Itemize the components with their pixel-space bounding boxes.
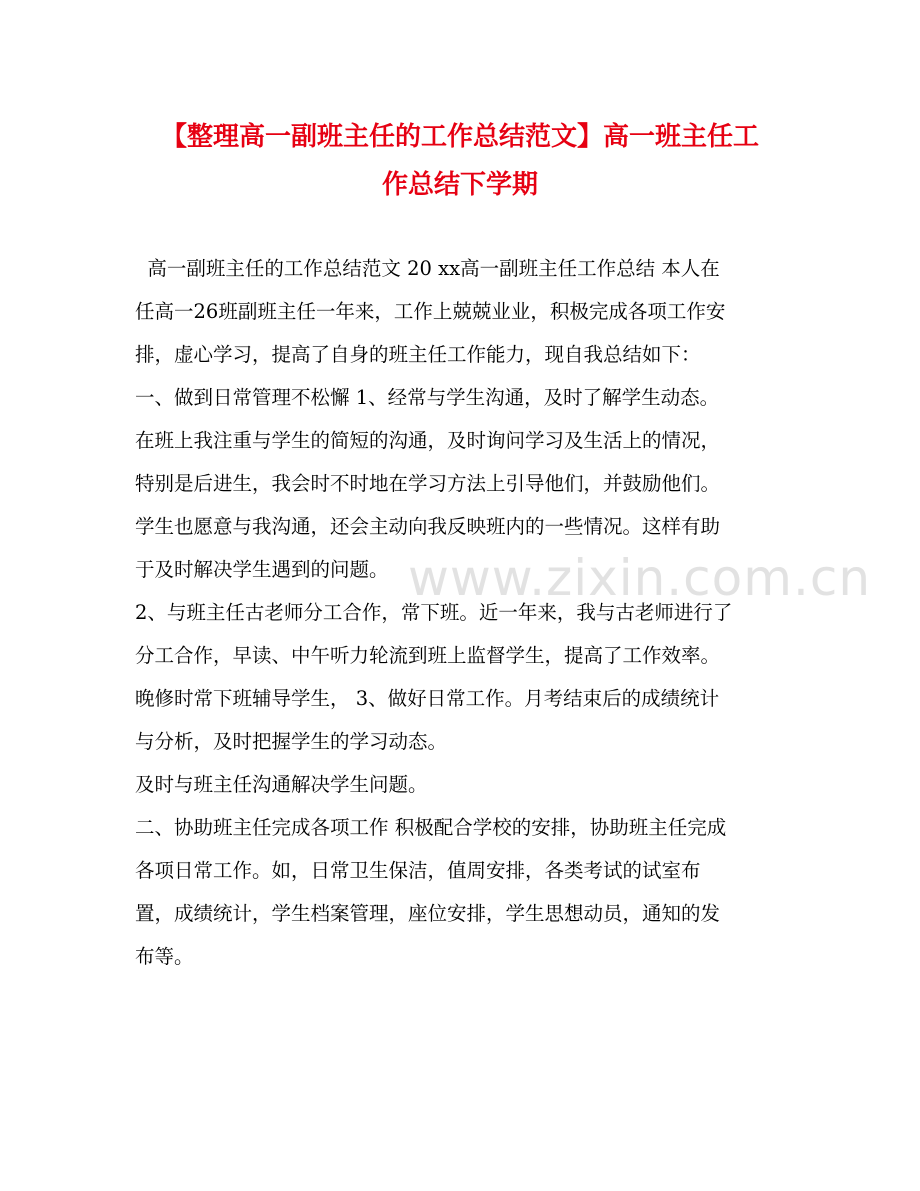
body-line-7: 学生也愿意与我沟通，还会主动向我反映班内的一些情况。这样有助 <box>135 515 721 538</box>
body-line-3: 排，虚心学习，提高了自身的班主任工作能力，现自我总结如下： <box>135 343 701 366</box>
body-line-11: 晚修时常下班辅导学生， 3、做好日常工作。月考结束后的成绩统计 <box>135 687 720 710</box>
body-line-16: 置，成绩统计，学生档案管理，座位安排，学生思想动员，通知的发 <box>135 902 721 925</box>
body-line-2: 任高一26班副班主任一年来，工作上兢兢业业，积极完成各项工作安 <box>135 300 726 323</box>
body-line-15: 各项日常工作。如，日常卫生保洁，值周安排，各类考试的试室布 <box>135 859 701 882</box>
body-line-10: 分工合作，早读、中午听力轮流到班上监督学生，提高了工作效率。 <box>135 644 721 667</box>
watermark-text: www.zixin.com.cn <box>408 549 872 607</box>
body-line-8: 于及时解决学生遇到的问题。 <box>135 558 389 581</box>
body-line-17: 布等。 <box>135 945 194 968</box>
body-line-13: 及时与班主任沟通解决学生问题。 <box>135 773 428 796</box>
body-line-14: 二、协助班主任完成各项工作 积极配合学校的安排，协助班主任完成 <box>135 816 727 839</box>
document-title-line-1: 【整理高一副班主任的工作总结范文】高一班主任工 <box>160 122 759 152</box>
body-line-5: 在班上我注重与学生的简短的沟通，及时询问学习及生活上的情况， <box>135 429 721 452</box>
body-line-12: 与分析，及时把握学生的学习动态。 <box>135 730 448 753</box>
body-line-9: 2、与班主任古老师分工合作，常下班。近一年来，我与古老师进行了 <box>135 601 733 624</box>
body-line-4: 一、做到日常管理不松懈 1、经常与学生沟通，及时了解学生动态。 <box>135 386 720 409</box>
body-line-6: 特别是后进生，我会时不时地在学习方法上引导他们，并鼓励他们。 <box>135 472 721 495</box>
document-title-line-2: 作总结下学期 <box>381 170 538 200</box>
body-line-1: 高一副班主任的工作总结范文 20 xx高一副班主任工作总结 本人在 <box>135 257 720 280</box>
